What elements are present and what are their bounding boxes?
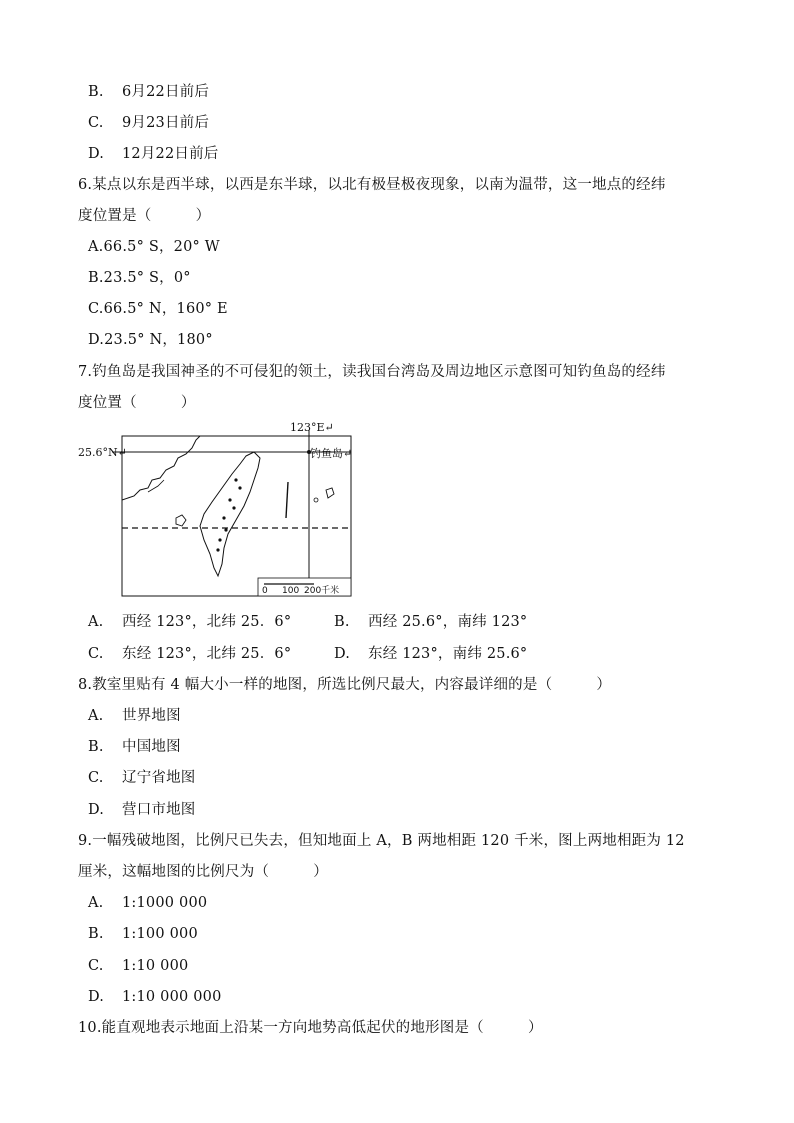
q10-stem: 10.能直观地表示地面上沿某一方向地势高低起伏的地形图是（ ） [78,1020,543,1036]
q9-option-c [88,957,188,975]
q8-option-d [88,801,196,819]
q6-stem-line1: 6.某点以东是西半球，以西是东半球，以北有极昼极夜现象，以南为温带，这一地点的经纬 [78,177,666,193]
q5-option-b [88,83,209,101]
option-letter: A. [88,614,104,630]
option-letter: C. [88,646,104,662]
q5-option-d [88,145,219,163]
penghu-islands [176,515,186,526]
option-letter: C. [88,770,104,786]
option-letter: B. [88,739,104,755]
q5-option-c [88,114,209,132]
scale-tick-100: 100 [282,586,300,596]
q8-option-b [88,738,181,756]
option-text: 1:10 000 000 [122,989,222,1005]
option-letter: B. [88,84,104,100]
taiwan-map [78,418,368,600]
q6-option-b: B.23.5° S，0° [88,270,191,286]
option-letter: D. [88,989,105,1005]
option-text: 西经 25.6°，南纬 123° [368,614,528,630]
taiwan-map-svg [78,418,368,600]
q9-option-b [88,925,198,943]
option-text: 营口市地图 [122,802,196,818]
q8-option-c [88,769,196,787]
option-text: 世界地图 [122,708,181,724]
q6-stem-line2: 度位置是（ ） [78,208,211,224]
option-text: 6月22日前后 [122,84,210,100]
q6-option-d: D.23.5° N，180° [88,332,213,348]
q6-option-c: C.66.5° N，160° E [88,301,228,317]
option-text: 1:10 000 [122,958,189,974]
option-text: 9月23日前后 [122,115,210,131]
mountain-marks [216,478,241,551]
option-letter: A. [88,708,104,724]
option-letter: A. [88,895,104,911]
map-frame [122,436,351,596]
lat-label: 25.6°N↵ [78,446,127,459]
q8-stem: 8.教室里贴有 4 幅大小一样的地图，所选比例尺最大，内容最详细的是（ ） [78,677,612,693]
q7-stem-line1: 7.钓鱼岛是我国神圣的不可侵犯的领土，读我国台湾岛及周边地区示意图可知钓鱼岛的经纬 [78,364,666,380]
option-text: 12月22日前后 [122,146,219,162]
q9-option-d [88,988,222,1006]
scale-tick-200: 200千米 [304,586,340,596]
coast-detail [148,480,164,492]
q7-option-d [334,645,527,663]
option-text: 辽宁省地图 [122,770,196,786]
mainland-coastline [122,436,200,500]
q7-option-b [334,613,527,631]
option-text: 东经 123°，南纬 25.6° [368,646,528,662]
q6-option-a: A.66.5° S，20° W [88,239,220,255]
taiwan-island [200,452,260,576]
q9-stem-line1: 9.一幅残破地图，比例尺已失去，但知地面上 A，B 两地相距 120 千米，图上两地相距为 12 [78,833,685,849]
option-text: 中国地图 [122,739,181,755]
option-text: 西经 123°，北纬 25．6° [122,614,292,630]
option-letter: D. [334,646,351,662]
q8-option-a [88,707,181,725]
q7-option-a [88,613,291,631]
option-text: 1:100 000 [122,926,198,942]
option-letter: B. [88,926,104,942]
option-letter: D. [88,146,105,162]
q9-stem-line2: 厘米，这幅地图的比例尺为（ ） [78,864,328,880]
small-island-dot [314,498,318,502]
option-letter: C. [88,115,104,131]
option-letter: D. [88,802,105,818]
q7-option-c [88,645,291,663]
q7-stem-line2: 度位置（ ） [78,395,196,411]
scale-tick-0: 0 [262,586,268,596]
lon-label: 123°E↵ [290,421,334,434]
q9-option-a [88,894,207,912]
option-text: 东经 123°，北纬 25．6° [122,646,292,662]
small-island [326,488,334,498]
island-label: 钓鱼岛↵ [310,447,353,460]
option-text: 1:1000 000 [122,895,208,911]
option-letter: B. [334,614,350,630]
ryukyu-mark [286,482,288,518]
option-letter: C. [88,958,104,974]
